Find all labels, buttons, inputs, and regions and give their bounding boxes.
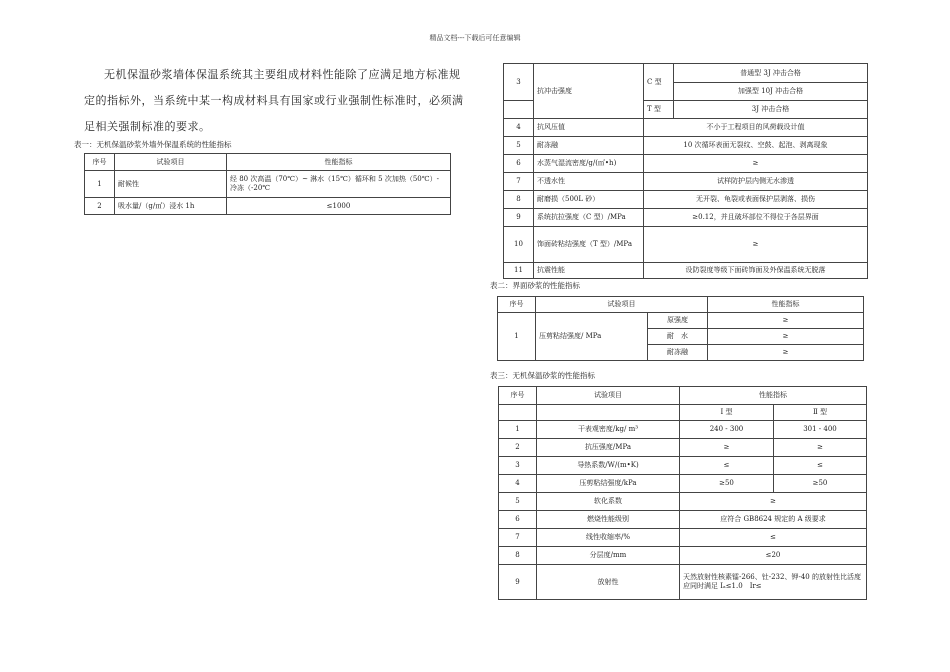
tc-cell: 耐冻融 — [534, 137, 644, 155]
tc-cell: 11 — [504, 263, 534, 279]
tc-cell: 7 — [504, 173, 534, 191]
t3-cell: 3 — [499, 457, 537, 475]
t3-type-2: Ⅱ 型 — [774, 405, 867, 421]
t1-header-item: 试验项目 — [115, 154, 227, 171]
tc-cell: 8 — [504, 191, 534, 209]
tc-cell: 抗震性能 — [534, 263, 644, 279]
t3-cell: 燃烧性能级别 — [537, 511, 680, 529]
table3 — [498, 386, 867, 600]
t3-cell: ≤20 — [680, 547, 867, 565]
tc-cell: 耐磨损（500L 砂） — [534, 191, 644, 209]
t3-cell: 抗压强度/MPa — [537, 439, 680, 457]
t3-cell: ≤ — [774, 457, 867, 475]
t3-cell: ≥ — [774, 439, 867, 457]
tc-cell: 10 次循环表面无裂纹、空鼓、起泡、剥离现象 — [644, 137, 868, 155]
t1-cell: 经 80 次高温（70℃）~ 淋水（15℃）循环和 5 次加热（50℃）- 冷冻（-20℃ — [227, 171, 451, 198]
t1-cell: 2 — [85, 198, 115, 215]
t3-cell: 软化系数 — [537, 493, 680, 511]
tc-cell: 10 — [504, 227, 534, 263]
tc-cell: 系统抗拉强度（C 型）/MPa — [534, 209, 644, 227]
t1-cell: ≤1000 — [227, 198, 451, 215]
table1-continued — [503, 63, 868, 279]
intro-paragraph — [84, 62, 464, 140]
tc-cell: ≥ — [644, 227, 868, 263]
table3-caption: 表三：无机保温砂浆的性能指标 — [490, 371, 595, 380]
tc-cell: 不透水性 — [534, 173, 644, 191]
t2-cell: ≥ — [708, 313, 864, 329]
t3-cell: 4 — [499, 475, 537, 493]
tc-cell: 饰面砖粘结强度（T 型）/MPa — [534, 227, 644, 263]
t2-cell: 原强度 — [648, 313, 708, 329]
t3-cell: 6 — [499, 511, 537, 529]
t2-cell: 压剪粘结强度/ MPa — [536, 313, 648, 361]
t3-cell: 9 — [499, 565, 537, 600]
t3-cell: ≤ — [680, 457, 774, 475]
tc-cell: 设防裂度等级下面砖饰面及外保温系统无脱落 — [644, 263, 868, 279]
t3-cell: 放射性 — [537, 565, 680, 600]
t3-header-spec: 性能指标 — [680, 387, 867, 405]
page-header: 精品文档---下载后可任意编辑 — [429, 34, 521, 42]
t1-header-spec: 性能指标 — [227, 154, 451, 171]
t2-cell: ≥ — [708, 345, 864, 361]
tc-cell: 无开裂、龟裂或表面保护层剥落、损伤 — [644, 191, 868, 209]
tc-cell: 6 — [504, 155, 534, 173]
t3-cell: 压剪粘结强度/kPa — [537, 475, 680, 493]
t3-cell: ≥50 — [774, 475, 867, 493]
tc-cell: 试样防护层内侧无水渗透 — [644, 173, 868, 191]
table1-caption: 表一：无机保温砂浆外墙外保温系统的性能指标 — [74, 140, 232, 149]
tc-cell: 5 — [504, 137, 534, 155]
tc-cell: T 型 — [644, 101, 674, 119]
t3-type-1: Ⅰ 型 — [680, 405, 774, 421]
tc-cell: 抗风压值 — [534, 119, 644, 137]
tc-cell: 水蒸气湿流密度/g/(㎡•h) — [534, 155, 644, 173]
t3-cell: 2 — [499, 439, 537, 457]
t3-cell: 301 - 400 — [774, 421, 867, 439]
table2 — [497, 296, 864, 361]
table2-caption: 表二：界面砂浆的性能指标 — [490, 281, 580, 290]
t3-header-item: 试验项目 — [537, 387, 680, 405]
t1-cell: 吸水量/（g/㎡）浸水 1h — [115, 198, 227, 215]
t3-cell: ≥ — [680, 439, 774, 457]
t3-cell: 分层度/mm — [537, 547, 680, 565]
tc-cell: 9 — [504, 209, 534, 227]
tc-cell: 加强型 10J 冲击合格 — [674, 83, 868, 101]
t3-cell: ≥ — [680, 493, 867, 511]
tc-cell: 不小于工程项目的风荷载设计值 — [644, 119, 868, 137]
tc-cell: 普通型 3J 冲击合格 — [674, 64, 868, 83]
t2-header-item: 试验项目 — [536, 297, 708, 313]
t2-header-no: 序号 — [498, 297, 536, 313]
tc-cell: 3 — [504, 64, 534, 101]
t3-cell: 5 — [499, 493, 537, 511]
t2-cell: 耐冻融 — [648, 345, 708, 361]
tc-cell: ≥ — [644, 155, 868, 173]
tc-cell: 抗冲击强度 — [534, 64, 644, 119]
t3-cell: 240 - 300 — [680, 421, 774, 439]
t3-cell: 天然放射性核素镭-266、钍-232、钾-40 的放射性比活度应同时满足 Iₐ≤1.0 Ir≤ — [680, 565, 867, 600]
t1-cell: 耐候性 — [115, 171, 227, 198]
t3-cell: ≥50 — [680, 475, 774, 493]
t2-header-spec: 性能指标 — [708, 297, 864, 313]
t3-cell: 8 — [499, 547, 537, 565]
t3-cell: 导热系数/W/(m•K) — [537, 457, 680, 475]
t3-header-no: 序号 — [499, 387, 537, 405]
tc-cell: ≥0.12，并且破坏部位不得位于各层界面 — [644, 209, 868, 227]
tc-cell: 3J 冲击合格 — [674, 101, 868, 119]
tc-cell: C 型 — [644, 64, 674, 101]
t3-cell: 线性收缩率/% — [537, 529, 680, 547]
t1-cell: 1 — [85, 171, 115, 198]
intro-text: 无机保温砂浆墙体保温系统其主要组成材料性能除了应满足地方标准规定的指标外，当系统中某一构成材料具有国家或行业强制性标准时，必须满足相关强制标准的要求。 — [84, 68, 464, 133]
table1 — [84, 153, 451, 215]
tc-cell: 4 — [504, 119, 534, 137]
t3-cell: 1 — [499, 421, 537, 439]
t2-cell: ≥ — [708, 329, 864, 345]
t3-cell: 应符合 GB8624 规定的 A 级要求 — [680, 511, 867, 529]
t3-cell: 干表观密度/kg/ m³ — [537, 421, 680, 439]
t2-cell: 耐 水 — [648, 329, 708, 345]
t3-cell: 7 — [499, 529, 537, 547]
t1-header-no: 序号 — [85, 154, 115, 171]
t3-cell: ≤ — [680, 529, 867, 547]
t2-cell: 1 — [498, 313, 536, 361]
